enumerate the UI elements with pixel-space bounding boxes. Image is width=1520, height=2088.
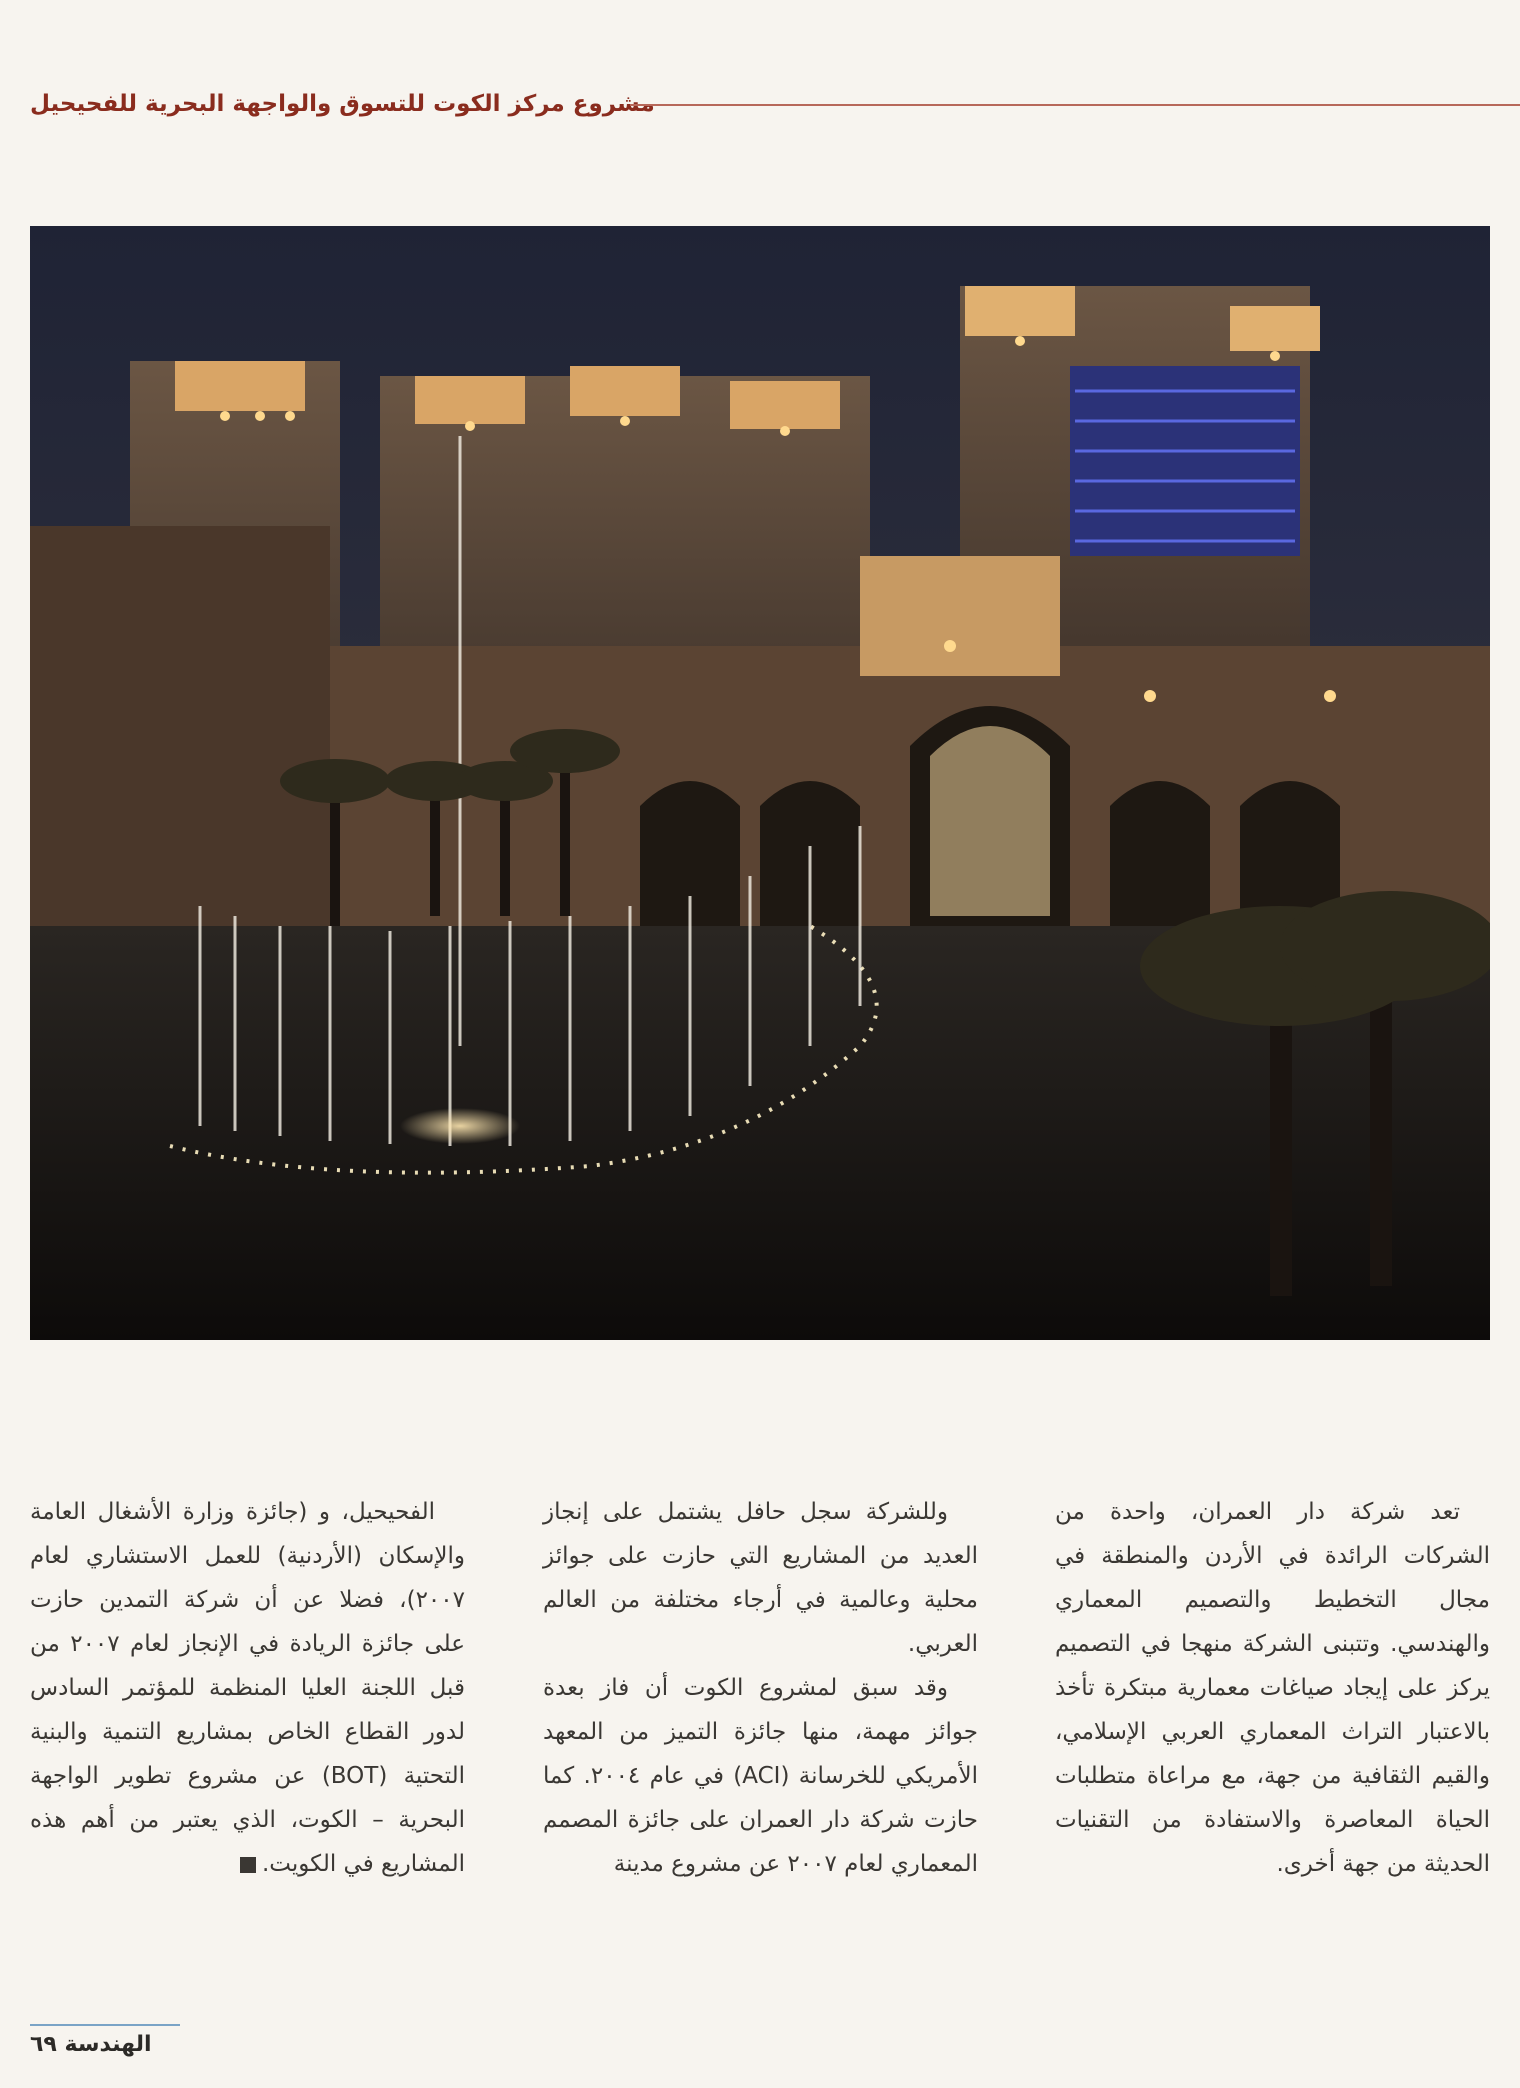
page-header bbox=[30, 84, 1520, 124]
night-waterfront-photo bbox=[30, 226, 1490, 1340]
paragraph-text: الفحيحيل، و (جائزة وزارة الأشغال العامة والإسكان (الأردنية) للعمل الاستشاري لعام ٢٠٠٧)، فضلا عن أن شركة التمدين حازت على جائزة الريادة في الإنجاز لعام ٢٠٠٧ من قبل اللجنة العليا المنظمة للمؤتمر السادس لدور القطاع الخاص بمشاريع التنمية والبنية التحتية (BOT) عن مشروع تطوير الواجهة البحرية – الكوت، الذي يعتبر من أهم هذه المشاريع في الكويت. bbox=[30, 1499, 466, 1877]
paragraph bbox=[30, 1490, 465, 1886]
text-column-middle bbox=[543, 1490, 978, 1886]
photo-illustration bbox=[30, 226, 1490, 1340]
footer-divider bbox=[30, 2024, 180, 2026]
paragraph: وقد سبق لمشروع الكوت أن فاز بعدة جوائز مهمة، منها جائزة التميز من المعهد الأمريكي للخرسانة (ACI) في عام ٢٠٠٤. كما حازت شركة دار العمران على جائزة المصمم المعماري لعام ٢٠٠٧ عن مشروع مدينة bbox=[543, 1675, 978, 1877]
text-column-left bbox=[30, 1490, 465, 1886]
paragraph: وللشركة سجل حافل يشتمل على إنجاز العديد من المشاريع التي حازت على جوائز محلية وعالمية في أرجاء مختلفة من العالم العربي. bbox=[543, 1499, 978, 1657]
header-divider bbox=[630, 104, 1520, 106]
page-footer bbox=[30, 2024, 180, 2057]
text-column-right bbox=[1055, 1490, 1490, 1886]
page-number: الهندسة ٦٩ bbox=[30, 2032, 152, 2057]
page-title: مشروع مركز الكوت للتسوق والواجهة البحرية للفحيحيل bbox=[30, 91, 655, 117]
paragraph: تعد شركة دار العمران، واحدة من الشركات الرائدة في الأردن والمنطقة في مجال التخطيط والتصميم المعماري والهندسي. وتتبنى الشركة منهجا في التصميم يركز على إيجاد صياغات معمارية مبتكرة تأخذ بالاعتبار التراث المعماري العربي الإسلامي، والقيم الثقافية من جهة، مع مراعاة متطلبات الحياة المعاصرة والاستفادة من التقنيات الحديثة من جهة أخرى. bbox=[1055, 1499, 1490, 1877]
end-mark-icon bbox=[240, 1857, 256, 1873]
